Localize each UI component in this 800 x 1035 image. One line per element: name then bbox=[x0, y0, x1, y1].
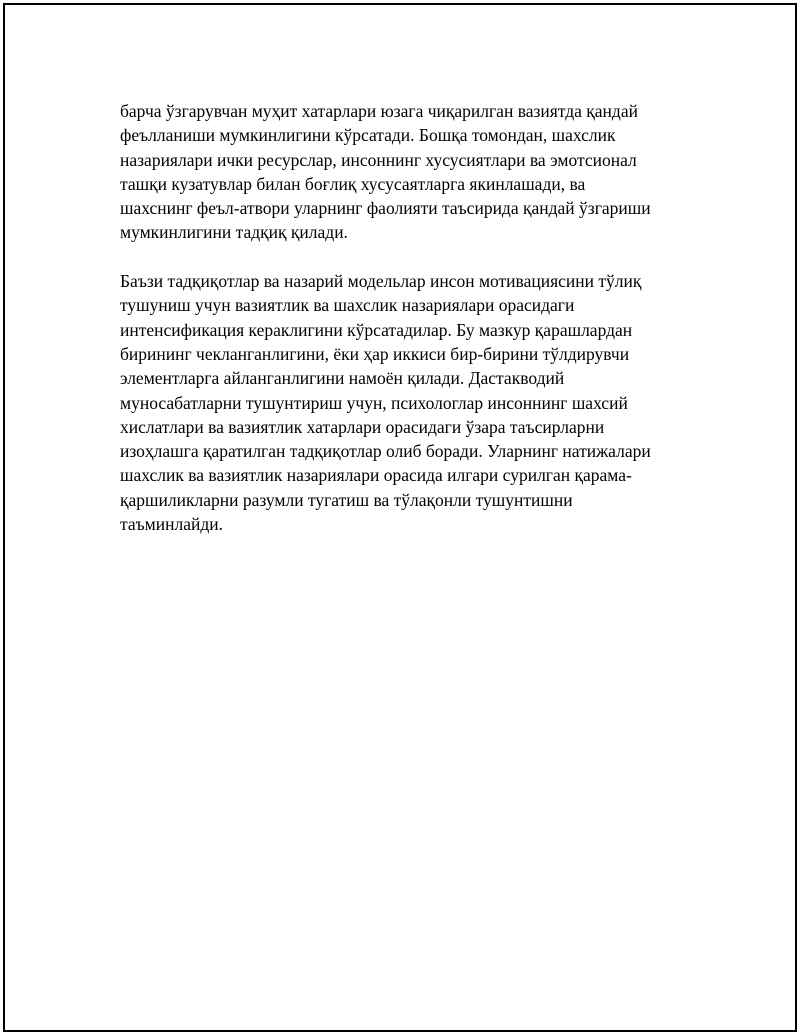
text-line: элементларга айланганлигини намоён қилади. Дастакводий bbox=[120, 368, 565, 389]
text-line: хислатлари ва вазиятлик хатарлари орасидаги ўзара таъсирларни bbox=[120, 416, 605, 437]
text-line: шахснинг феъл-атвори уларнинг фаолияти таъсирида қандай ўзгариши bbox=[120, 198, 651, 219]
text-line: тушуниш учун вазиятлик ва шахслик назариялари орасидаги bbox=[120, 295, 575, 316]
text-line: Баъзи тадқиқотлар ва назарий модельлар инсон мотивациясини тўлиқ bbox=[120, 271, 642, 292]
text-line: феълланиши мумкинлигини кўрсатади. Бошқа томондан, шахслик bbox=[120, 125, 616, 146]
text-line: изоҳлашга қаратилган тадқиқотлар олиб боради. Уларнинг натижалари bbox=[120, 441, 651, 462]
text-line: шахслик ва вазиятлик назариялари орасида илгари сурилган қарама- bbox=[120, 465, 632, 486]
text-line: муносабатларни тушунтириш учун, психологлар инсоннинг шахсий bbox=[120, 392, 628, 413]
text-line: барча ўзгарувчан муҳит хатарлари юзага чиқарилган вазиятда қандай bbox=[120, 101, 638, 121]
text-line: бирининг чекланганлигини, ёки ҳар иккиси бир-бирини тўлдирувчи bbox=[120, 343, 630, 364]
paragraph-spacer bbox=[120, 245, 690, 269]
text-line: таъминлайди. bbox=[120, 514, 223, 535]
document-body bbox=[120, 99, 690, 536]
text-line: назариялари ички ресурслар, инсоннинг хусусиятлари ва эмотсионал bbox=[120, 149, 637, 170]
text-line: мумкинлигини тадқиқ қилади. bbox=[120, 222, 348, 243]
paragraph-2 bbox=[120, 269, 690, 536]
text-line: қаршиликларни разумли тугатиш ва тўлақонли тушунтишни bbox=[120, 489, 573, 510]
page-frame bbox=[3, 3, 797, 1032]
text-line: интенсификация кераклигини кўрсатадилар. Бу мазкур қарашлардан bbox=[120, 319, 633, 340]
text-line: ташқи кузатувлар билан боғлиқ хусусаятларга якинлашади, ва bbox=[120, 173, 586, 194]
paragraph-1 bbox=[120, 99, 690, 245]
